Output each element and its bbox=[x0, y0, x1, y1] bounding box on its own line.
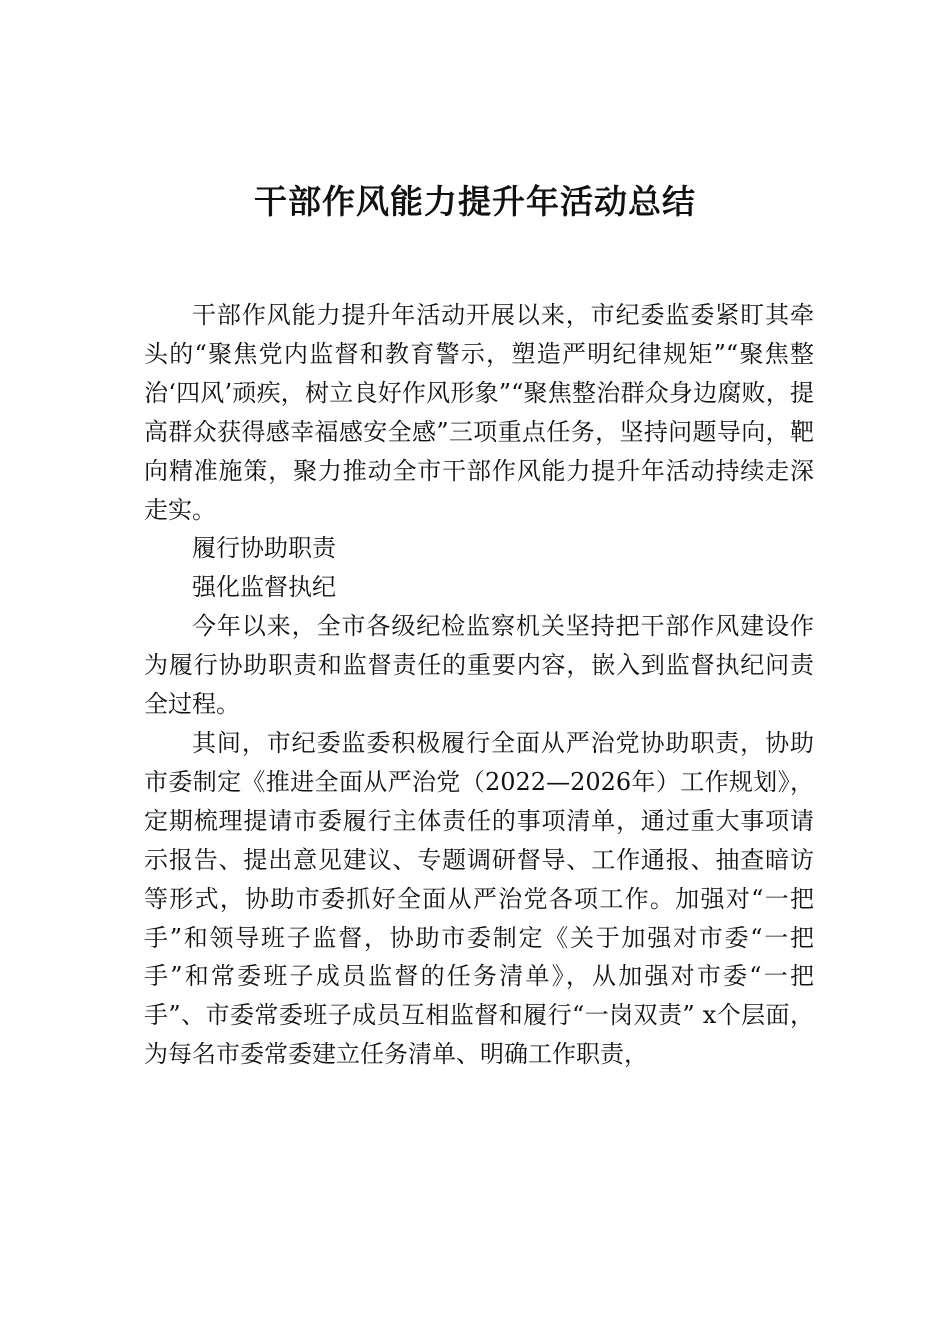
body-paragraph: 其间，市纪委监委积极履行全面从严治党协助职责，协助市委制定《推进全面从严治党（2022—2026年）工作规划》，定期梳理提请市委履行主体责任的事项清单，通过重大事项请示报告、提出意见建议、专题调研督导、工作通报、抽查暗访等形式，协助市委抓好全面从严治党各项工作。加强对“一把手”和领导班子监督，协助市委制定《关于加强对市委“一把手”和常委班子成员监督的任务清单》，从加强对市委“一把手”、市委常委班子成员互相监督和履行“一岗双责” x个层面，为每名市委常委建立任务清单、明确工作职责， bbox=[144, 728, 814, 1069]
document-body bbox=[144, 296, 814, 1074]
intro-paragraph: 干部作风能力提升年活动开展以来，市纪委监委紧盯其牵头的“聚焦党内监督和教育警示，塑造严明纪律规矩”“聚焦整治‘四风’顽疾，树立良好作风形象”“聚焦整治群众身边腐败，提高群众获得感幸福感安全感”三项重点任务，坚持问题导向，靶向精准施策，聚力推动全市干部作风能力提升年活动持续走深走实。 bbox=[144, 301, 814, 524]
section-subheading: 强化监督执纪 bbox=[192, 573, 336, 602]
body-paragraph: 今年以来，全市各级纪检监察机关坚持把干部作风建设作为履行协助职责和监督责任的重要内容，嵌入到监督执纪问责全过程。 bbox=[144, 612, 814, 719]
document-title: 干部作风能力提升年活动总结 bbox=[254, 182, 696, 221]
section-heading: 履行协助职责 bbox=[192, 534, 336, 563]
